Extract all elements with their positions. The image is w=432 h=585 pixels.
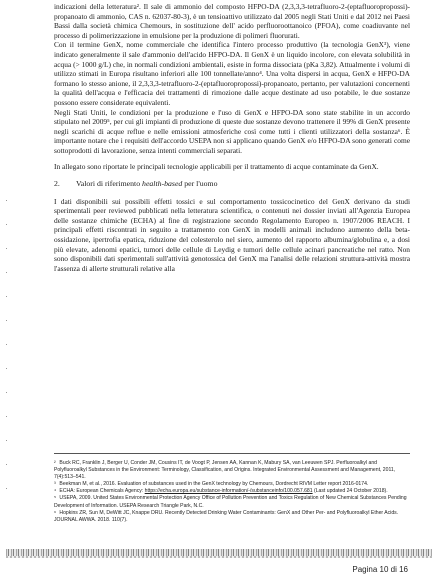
footnote-mark: ³ (54, 481, 56, 488)
footnote-mark: ⁶ (54, 509, 57, 516)
section-title (76, 179, 218, 189)
paragraph-3: Negli Stati Uniti, le condizioni per la produzione e l'uso di GenX e HFPO-DA sono state stabilite in un accordo stipulato nel 2009⁵, per cui gli impianti di produzione di queste due sostanze devono trattenere il 99% di GenX presente negli scarichi di acque reflue e nelle emissioni atmosferiche così come tutti i clienti utilizzatori della sostanza⁶. È importante notare che i requisiti dell'accordo USEPA non si applicano quando GenX e/o HFPO-DA sono generati come sottoprodotti di lavorazione, senza intenti commerciali separati. (54, 107, 410, 155)
footnote-4 (54, 488, 410, 495)
scan-margin-marks (6, 200, 7, 500)
scan-artifact-band-lower (6, 556, 432, 558)
footnote-link[interactable]: https://echa.europa.eu/substance-information/-/substanceinfo/100.057.681 (144, 488, 313, 495)
footnote-text: ECHA: European Chemicals Agency: (59, 488, 144, 495)
footnote-mark: ⁵ (54, 495, 57, 502)
paragraph-1: indicazioni della letteratura². Il sale di ammonio del composto HFPO-DA (2,3,3,3-tetrafluoro-2-(eptafluoropropossi)-propanoato di ammonio, CAS n. 62037-80-3), è un tensioattivo utilizzato dal 2005 negli Stati Uniti e dal 2012 nei Paesi Bassi dalla società chimica Chemours, in sostituzione dell' acido perfluoroottanoico (PFOA), come coadiuvante nel processo di polimerizzazione in emulsione per la produzione di polimeri fluorurati. (54, 2, 410, 40)
section-number: 2. (54, 179, 60, 189)
footnote-tail: (Last updated 24 October 2018). (314, 488, 388, 495)
scan-artifact-band (6, 549, 432, 556)
footnote-5 (54, 495, 410, 509)
footnote-6 (54, 510, 410, 524)
footnote-2 (54, 460, 410, 481)
section-title-prefix: Valori di riferimento (76, 179, 141, 189)
footnote-text: USEPA, 2009. United States Environmental Protection Agency Office of Pollution Prevention and Toxics Regulation of New Chemical Substances Pending Development of Information. USEPA Research Triangle Park, N.C. (54, 495, 407, 509)
footnote-text: Beekman M, et al., 2016. Evaluation of substances used in the GenX technology by Chemours, Dordrecht RIVM Letter report 2016-0174. (59, 481, 369, 488)
paragraph-4: In allegato sono riportate le principali tecnologie applicabili per il trattamento di acque contaminate da GenX. (54, 161, 379, 171)
footnote-text: Hopkins ZR, Sun M, DeWitt JC, Knappe DRU. Recently Detected Drinking Water Contaminants: GenX and Other Per- and Polyfluoroalkyl Ether Acids. JOURNAL AWWA. 2018. 110(7). (54, 509, 399, 523)
footnote-text: Buck RC, Franklin J, Berger U, Conder JM, Cousins IT, de Voogt P, Jensen AA, Kannan K, Mabury SA, van Leeuwen SPJ. Perfluoroalkyl and Polyfluoroalkyl Substances in the Environment: Terminology, Classification, and Origins. Integrated Environmental Assessment and Management, 2011, 7(4):513–541. (54, 460, 396, 481)
footnote-mark: ² (54, 460, 56, 466)
main-text (54, 2, 410, 273)
section-title-italic: health-based (142, 179, 183, 189)
page-number: Pagina 10 di 16 (352, 565, 408, 574)
footnote-mark: ⁴ (54, 488, 57, 495)
footnote-3 (54, 481, 410, 488)
paragraph-section2: I dati disponibili sui possibili effetti tossici e sul comportamento tossicocinetico del GenX derivano da studi sperimentali peer reviewed pubblicati nella letteratura scientifica, o contenuti nei dossier inviati all'Agenzia Europea delle sostanze chimiche (ECHA) al fine di registrazione secondo Regolamento Europeo n. 1907/2006 REACH. I principali effetti riscontrati in seguito a trattamento con GenX in modelli animali includono aumento della beta-ossidazione, ipertrofia epatica, riduzione del colesterolo nel siero, aumento del rapporto albumina/globulina e, a dosi più elevate, adenomi epatici, tumori delle cellule di Leydig e tumori delle cellule acinari pancreatiche nel ratto. Non sono disponibili dati sperimentali sull'attività genotossica del GenX ma l'analisi delle relazioni struttura-attività mostra l'assenza di allerte strutturali relative alla (54, 196, 410, 273)
section-title-suffix: per l'uomo (184, 179, 218, 189)
paragraph-2: Con il termine GenX, nome commerciale che identifica l'intero processo produttivo (la tecnologia GenX³), viene indicato generalmente il sale d'ammonio dell'acido HFPO-DA. Il GenX è un liquido incolore, con elevata solubilità in acqua (> 1000 g/L) che, in normali condizioni ambientali, esiste in forma dissociata (pKa 3,82). Attualmente i volumi di utilizzo stimati in Europa risultano inferiori alle 100 tonnellate/anno⁴. Una volta dispersi in acqua, GenX e HFPO-DA formano lo stesso anione, il 2,3,3,3-tetrafluoro-2-(eptafluoropropossi)-propanoato, pertanto, per valutazioni concernenti la qualità dell'acqua e l'efficacia dei trattamenti di rimozione dalle acque destinate ad uso potabile, le due sostanze possono essere considerate equivalenti. (54, 40, 410, 107)
section-heading (54, 179, 410, 189)
footnotes (54, 453, 410, 524)
